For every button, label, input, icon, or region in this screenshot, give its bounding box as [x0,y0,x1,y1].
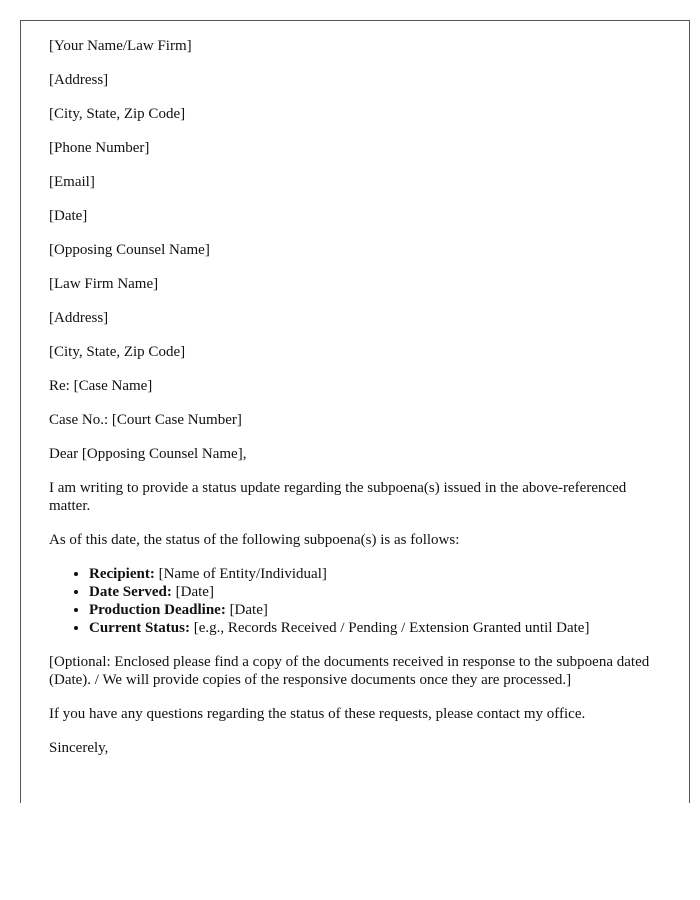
recipient-firm: [Law Firm Name] [49,276,159,292]
questions-paragraph: If you have any questions regarding the status of these requests, please contact my office. [49,706,586,722]
recipient-name: [Opposing Counsel Name] [49,242,210,258]
recipient-city-state-zip: [City, State, Zip Code] [49,344,186,360]
status-value: [Name of Entity/Individual] [154,566,327,582]
status-value: [Date] [225,602,268,618]
status-label: Production Deadline: [89,602,226,618]
sender-address: [Address] [49,72,109,88]
sender-city-state-zip: [City, State, Zip Code] [49,106,186,122]
status-label: Current Status: [89,620,190,636]
sender-name: [Your Name/Law Firm] [49,38,192,54]
sender-phone: [Phone Number] [49,140,150,156]
optional-paragraph: [Optional: Enclosed please find a copy of the documents received in response to the subpoena dated (Date). / We will provide copies of the responsive documents once they are processed.] [49,654,650,688]
salutation: Dear [Opposing Counsel Name], [49,446,247,462]
letter-page [20,20,690,803]
list-item [89,565,661,583]
re-line: Re: [Case Name] [49,378,153,394]
status-label: Date Served: [89,584,172,600]
status-list [49,565,661,637]
status-intro: As of this date, the status of the following subpoena(s) is as follows: [49,532,460,548]
status-label: Recipient: [89,566,155,582]
closing: Sincerely, [49,740,109,756]
status-value: [e.g., Records Received / Pending / Extension Granted until Date] [189,620,590,636]
intro-paragraph: I am writing to provide a status update regarding the subpoena(s) issued in the above-referenced matter. [49,480,627,514]
list-item [89,583,661,601]
case-number: Case No.: [Court Case Number] [49,412,242,428]
sender-email: [Email] [49,174,95,190]
list-item [89,601,661,619]
recipient-address: [Address] [49,310,109,326]
letter-header [49,37,661,463]
status-value: [Date] [171,584,214,600]
list-item [89,619,661,637]
letter-date: [Date] [49,208,88,224]
